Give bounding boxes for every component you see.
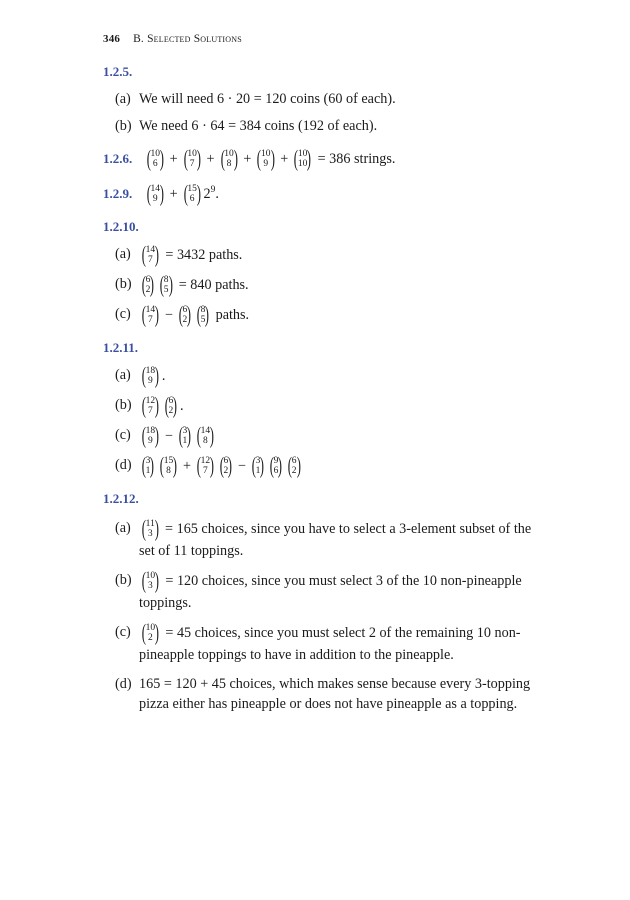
part-label: (c): [115, 427, 131, 443]
part-label: (a): [115, 246, 131, 262]
part-label: (b): [115, 118, 132, 134]
page-header: [103, 33, 242, 45]
problem-number: 1.2.9.: [103, 185, 133, 201]
binomial: ( 14 8 ): [196, 423, 215, 448]
part-text: 165 = 120 + 45 choices, which makes sense because every 3-topping pizza either has pineapple or does not have pineapple as a topping.: [139, 676, 531, 712]
solution-heading-1-2-10: [103, 217, 543, 237]
part-label: (a): [115, 520, 131, 536]
solution-heading-1-2-11: [103, 338, 543, 358]
problem-number: 1.2.5.: [103, 64, 133, 79]
binomial: ( 10 3 ): [141, 568, 160, 593]
binomial: ( 10 9 ): [257, 146, 275, 171]
solution-part: (c) ( 10 2 ) = 45 choices, since you must select 2 of the remaining 10 non-pineapple toppings to have in addition to the pineapple.: [115, 620, 521, 663]
part-label: (d): [115, 457, 132, 473]
solution-heading-1-2-12: [103, 489, 543, 509]
binomial: ( 18 9 ): [141, 363, 160, 388]
problem-number: 1.2.6.: [103, 150, 133, 166]
solution-part: (a) ( 11 3 ) = 165 choices, since you have to select a 3-element subset of the set of 11 toppings.: [115, 516, 532, 559]
solutions-body: [103, 62, 543, 714]
binomial: ( 15 8 ): [159, 453, 178, 478]
solution-heading-1-2-6: 1.2.6. ( 10 6 ) + ( 10 7 ) + ( 10 8 ) + ( 10 9 ) + ( 10 10 ) = 386 strings.: [103, 146, 396, 171]
binomial: ( 6 2 ): [164, 393, 178, 418]
binomial: ( 6 2 ): [219, 453, 233, 478]
solution-heading-1-2-5: [103, 62, 543, 82]
binomial: ( 12 7 ): [141, 393, 160, 418]
problem-number: 1.2.10.: [103, 219, 139, 234]
part-label: (a): [115, 367, 131, 383]
page-number: 346: [103, 33, 121, 45]
solution-part: (b) ( 10 3 ) = 120 choices, since you must select 3 of the 10 non-pineapple toppings.: [115, 568, 522, 611]
part-text: We will need 6 · 20 = 120 coins (60 of each).: [139, 91, 396, 107]
binomial: ( 10 6 ): [146, 146, 164, 171]
binomial: ( 6 2 ): [178, 302, 192, 327]
binomial: ( 8 5 ): [159, 272, 173, 297]
binomial: ( 9 6 ): [269, 453, 283, 478]
binomial: ( 11 3 ): [141, 516, 159, 541]
problem-number: 1.2.12.: [103, 491, 139, 506]
solution-part: (a) ( 14 7 ) = 3432 paths.: [115, 242, 243, 267]
binomial: ( 8 5 ): [196, 302, 210, 327]
binomial: ( 12 7 ): [196, 453, 215, 478]
part-label: (b): [115, 397, 132, 413]
binomial: ( 18 9 ): [141, 423, 160, 448]
binomial: ( 3 1 ): [251, 453, 265, 478]
binomial: ( 10 10 ): [293, 146, 312, 171]
binomial: ( 14 7 ): [141, 242, 160, 267]
solution-part: (d) ( 3 1 ) ( 15 8 ) + ( 12 7 ) ( 6 2 ) − ( 3 1 ) ( 9 6 ) ( 6 2 ): [115, 453, 301, 478]
binomial: ( 6 2 ): [287, 453, 301, 478]
binomial: ( 15 6 ): [183, 181, 201, 206]
solution-text: = 386 strings.: [317, 150, 396, 167]
solution-part: (c) ( 14 7 ) − ( 6 2 ) ( 8 5 ) paths.: [115, 302, 250, 327]
binomial: ( 14 7 ): [141, 302, 160, 327]
binomial: ( 10 8 ): [220, 146, 238, 171]
solution-part: (a) ( 18 9 ) .: [115, 363, 166, 388]
binomial: ( 10 7 ): [183, 146, 201, 171]
binomial: ( 10 2 ): [141, 620, 160, 645]
part-label: (b): [115, 276, 132, 292]
binomial: ( 3 1 ): [178, 423, 192, 448]
part-label: (d): [115, 676, 132, 692]
solution-part: (c) ( 18 9 ) − ( 3 1 ) ( 14 8 ): [115, 423, 215, 448]
part-label: (b): [115, 572, 132, 588]
part-label: (a): [115, 91, 131, 107]
part-label: (c): [115, 624, 131, 640]
solution-part: [103, 116, 543, 136]
solution-part: [103, 674, 543, 714]
solution-part: (b) ( 12 7 ) ( 6 2 ) .: [115, 393, 184, 418]
solution-heading-1-2-9: 1.2.9. ( 14 9 ) + ( 15 6 ) $2^9$.: [103, 181, 219, 206]
section-title: B. Selected Solutions: [133, 33, 242, 45]
problem-number: 1.2.11.: [103, 340, 139, 355]
solution-part: (b) ( 6 2 ) ( 8 5 ) = 840 paths.: [115, 272, 249, 297]
part-text: We need 6 · 64 = 384 coins (192 of each).: [139, 118, 378, 134]
part-label: (c): [115, 306, 131, 322]
binomial: ( 6 2 ): [141, 272, 155, 297]
binomial: ( 3 1 ): [141, 453, 155, 478]
binomial: ( 14 9 ): [146, 181, 164, 206]
solution-part: [103, 89, 543, 109]
